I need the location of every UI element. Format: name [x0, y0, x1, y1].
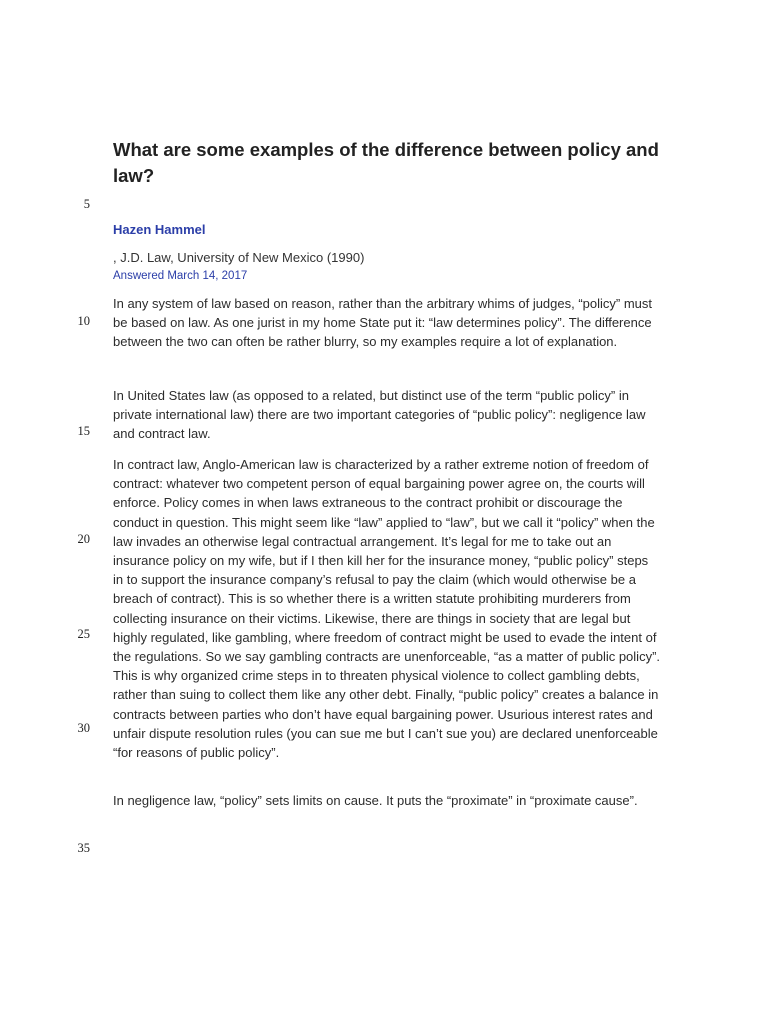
line-number-30: 30	[77, 721, 90, 735]
line-number-10: 10	[77, 314, 90, 328]
paragraph-2: In United States law (as opposed to a related, but distinct use of the term “public policy” in private international law) there are two important categories of “public policy”: negligence law and contract law.	[113, 388, 646, 442]
line-number-25: 25	[77, 627, 90, 641]
paragraph-4: In negligence law, “policy” sets limits on cause. It puts the “proximate” in “proximate cause”.	[113, 793, 638, 808]
line-number-5: 5	[83, 197, 90, 211]
question-title: What are some examples of the difference between policy and law?	[113, 139, 659, 186]
author-credential: , J.D. Law, University of New Mexico (1990)	[113, 250, 365, 265]
paragraph-3: In contract law, Anglo-American law is characterized by a rather extreme notion of freedom of contract: whatever two competent person of equal bargaining power agree on, the courts will enforce. Policy comes in when laws extraneous to the contract prohibit or discourage the conduct in question. This might seem like “law” applied to “law”, but we call it “policy” when the law invades an otherwise legal contractual arrangement. It’s legal for me to take out an insurance policy on my wife, but if I then kill her for the insurance money, “public policy” steps in to support the insurance company’s refusal to pay the claim (which would otherwise be a breach of contract). This is so whether there is a written statute prohibiting murderers from collecting insurance on their victims. Likewise, there are things in society that are legal but highly regulated, like gambling, where freedom of contract might be used to evade the intent of the regulations. So we say gambling contracts are unenforceable, “as a matter of public policy”. This is why organized crime steps in to threaten physical violence to collect gambling debts, rather than suing to collect them like any other debt. Finally, “public policy” creates a balance in contracts between parties who don’t have equal bargaining power. Usurious interest rates and unfair dispute resolution rules (you can sue me but I can’t sue you) are declared unenforceable “for reasons of public policy”.	[113, 457, 661, 761]
author-name: Hazen Hammel	[113, 222, 206, 237]
paragraph-1: In any system of law based on reason, rather than the arbitrary whims of judges, “policy” must be based on law. As one jurist in my home State put it: “law determines policy”. The difference between the two can often be rather blurry, so my examples require a lot of explanation.	[113, 296, 653, 350]
answered-date: Answered March 14, 2017	[113, 270, 248, 282]
line-number-20: 20	[77, 532, 90, 546]
line-number-15: 15	[77, 424, 90, 438]
line-number-35: 35	[77, 841, 90, 855]
